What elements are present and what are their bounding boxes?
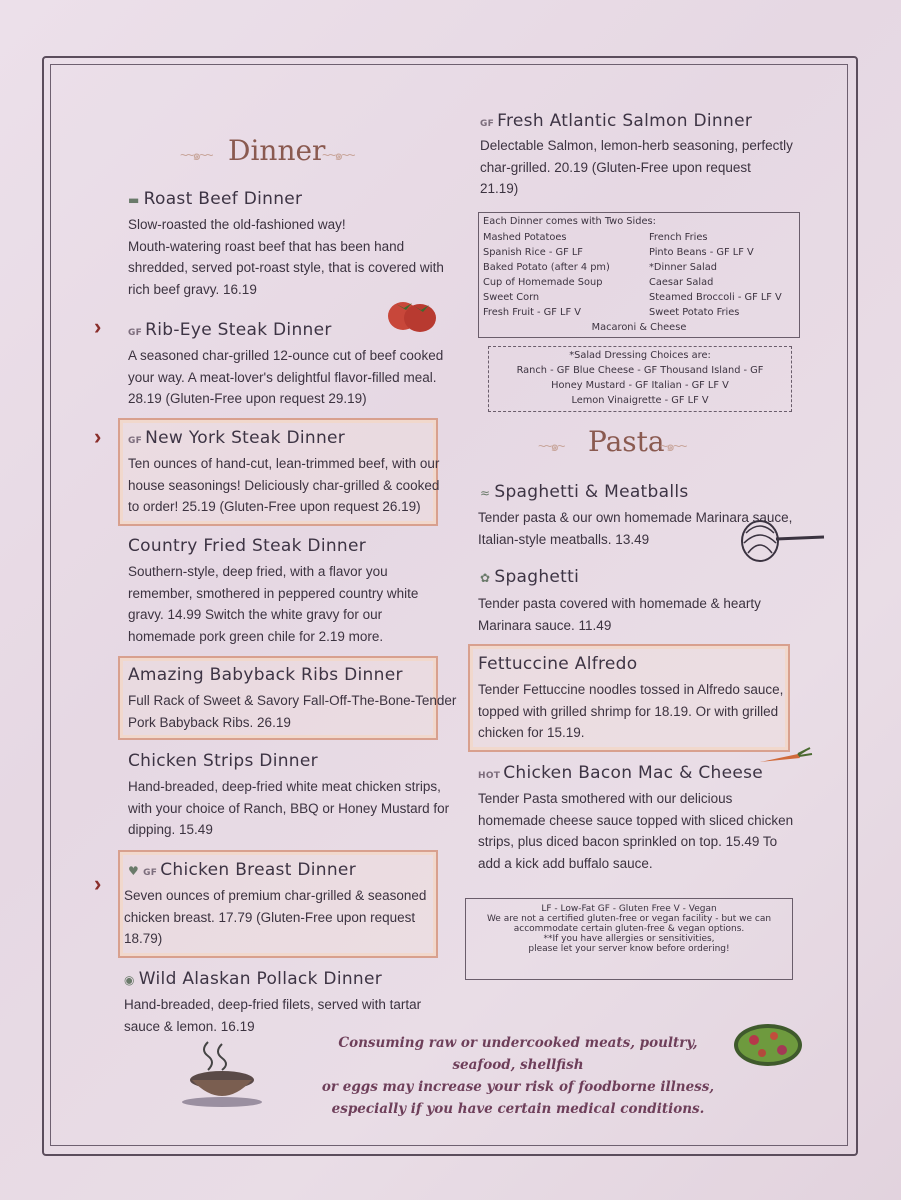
item-title: GF Fresh Atlantic Salmon Dinner	[480, 111, 753, 131]
dressing-box	[488, 346, 792, 412]
dressing-line: Honey Mustard - GF Italian - GF LF V	[551, 380, 729, 391]
fish-icon: ◉	[124, 973, 135, 987]
item-title: ◉ Wild Alaskan Pollack Dinner	[124, 969, 383, 989]
item-desc: Hand-breaded, deep-fried filets, served with tartar sauce & lemon. 16.19	[124, 997, 422, 1034]
side-item: Caesar Salad	[649, 277, 714, 288]
dinner-heading: Dinner	[228, 134, 326, 167]
flourish-left: ~~๑~	[538, 438, 564, 454]
side-item: Mashed Potatoes	[483, 232, 567, 243]
legend-box	[465, 898, 793, 980]
item-title: Chicken Strips Dinner	[128, 751, 318, 771]
item-title: ≈ Spaghetti & Meatballs	[480, 482, 689, 502]
item-desc: Tender Fettuccine noodles tossed in Alfredo sauce, topped with grilled shrimp for 18.19. Or with grilled chicken for 15.19.	[478, 682, 784, 740]
side-item: Pinto Beans - GF LF V	[649, 247, 754, 258]
item-title: HOT Chicken Bacon Mac & Cheese	[478, 763, 764, 783]
legend-line: accommodate certain gluten-free & vegan options.	[513, 924, 745, 934]
side-item: Cup of Homemade Soup	[483, 277, 603, 288]
dressing-line: Lemon Vinaigrette - GF LF V	[571, 395, 709, 406]
side-item: Sweet Corn	[483, 292, 540, 303]
foodborne-warning: Consuming raw or undercooked meats, poultry, seafood, shellfish or eggs may increase your risk of foodborne illness, especially if you have certain medical conditions.	[321, 1035, 715, 1117]
fork-spaghetti-icon	[736, 515, 826, 571]
item-desc: Hand-breaded, deep-fried white meat chicken strips, with your choice of Ranch, BBQ or Honey Mustard for dipping. 15.49	[128, 779, 450, 837]
item-desc: A seasoned char-grilled 12-ounce cut of beef cooked your way. A meat-lover's delightful flavor-filled meal. 28.19 (Gluten-Free upon request 29.19)	[128, 348, 444, 406]
legend-line: **If you have allergies or sensitivities,	[543, 934, 715, 944]
chevron-right-icon: ›	[94, 871, 102, 896]
item-title: Amazing Babyback Ribs Dinner	[128, 665, 403, 685]
flourish-right: ~๑~~	[660, 438, 686, 454]
veg-icon: ✿	[480, 571, 491, 585]
tomato-icon	[384, 296, 440, 336]
flourish-left: ~~๑~~	[180, 147, 212, 163]
dressing-line: Ranch - GF Blue Cheese - GF Thousand Island - GF	[516, 365, 764, 376]
legend-line: We are not a certified gluten-free or vegan facility - but we can	[486, 914, 772, 924]
item-desc: Ten ounces of hand-cut, lean-trimmed beef, with our house seasonings! Deliciously char-grilled & cooked to order! 25.19 (Gluten-Free upon request 26.19)	[128, 456, 440, 514]
item-title: Fettuccine Alfredo	[478, 654, 638, 674]
dressing-line: *Salad Dressing Choices are:	[569, 350, 711, 361]
legend-line: LF - Low-Fat GF - Gluten Free V - Vegan	[541, 904, 717, 914]
item-desc: Tender pasta covered with homemade & hearty Marinara sauce. 11.49	[478, 596, 761, 633]
item-desc: Delectable Salmon, lemon-herb seasoning, perfectly char-grilled. 20.19 (Gluten-Free upon request 21.19)	[480, 138, 793, 196]
side-item: Fresh Fruit - GF LF V	[483, 307, 581, 318]
item-desc: Seven ounces of premium char-grilled & seasoned chicken breast. 17.79 (Gluten-Free upon request 18.79)	[124, 888, 427, 946]
item-desc: Southern-style, deep fried, with a flavor you remember, smothered in peppered country white gravy. 14.99 Switch the white gravy for our homemade pork green chile for 2.19 more.	[128, 564, 419, 644]
chevron-right-icon: ›	[94, 314, 102, 339]
legend-line: please let your server know before ordering!	[528, 944, 730, 954]
item-desc: Tender pasta & our own homemade Marinara sauce, Italian-style meatballs. 13.49	[478, 510, 793, 547]
item-title: ✿ Spaghetti	[480, 567, 580, 587]
carrot-icon	[758, 746, 814, 768]
item-desc: Slow-roasted the old-fashioned way! Mouth-watering roast beef that has been hand shredded, served pot-roast style, that is covered with rich beef gravy. 16.19	[128, 217, 444, 297]
side-item: Sweet Potato Fries	[649, 307, 740, 318]
side-item: Spanish Rice - GF LF	[483, 247, 583, 258]
sides-header: Each Dinner comes with Two Sides:	[483, 216, 656, 227]
side-item: French Fries	[649, 232, 708, 243]
item-title: ▬ Roast Beef Dinner	[128, 189, 303, 209]
side-item: Baked Potato (after 4 pm)	[483, 262, 610, 273]
chevron-right-icon: ›	[94, 424, 102, 449]
flourish-right: ~~๑~~	[322, 147, 354, 163]
item-title: Country Fried Steak Dinner	[128, 536, 367, 556]
item-desc: Tender Pasta smothered with our delicious homemade cheese sauce topped with sliced chicken strips, plus diced bacon sprinkled on top. 15.49 To add a kick add buffalo sauce.	[478, 791, 794, 871]
item-desc: Full Rack of Sweet & Savory Fall-Off-The-Bone-Tender Pork Babyback Ribs. 26.19	[128, 693, 457, 730]
item-title: GF Rib-Eye Steak Dinner	[128, 320, 332, 340]
side-item: Macaroni & Cheese	[591, 322, 687, 333]
cow-icon: ▬	[128, 193, 140, 207]
heart-icon: ♥	[128, 864, 140, 878]
item-title: GF New York Steak Dinner	[128, 428, 346, 448]
salad-bowl-icon	[732, 1022, 804, 1068]
side-item: *Dinner Salad	[649, 262, 717, 273]
side-item: Steamed Broccoli - GF LF V	[649, 292, 782, 303]
pasta-heading: Pasta	[588, 425, 665, 458]
item-title: ♥ GF Chicken Breast Dinner	[128, 860, 356, 880]
sides-box	[478, 212, 800, 338]
pasta-icon: ≈	[480, 486, 491, 500]
soup-bowl-icon	[180, 1040, 264, 1108]
